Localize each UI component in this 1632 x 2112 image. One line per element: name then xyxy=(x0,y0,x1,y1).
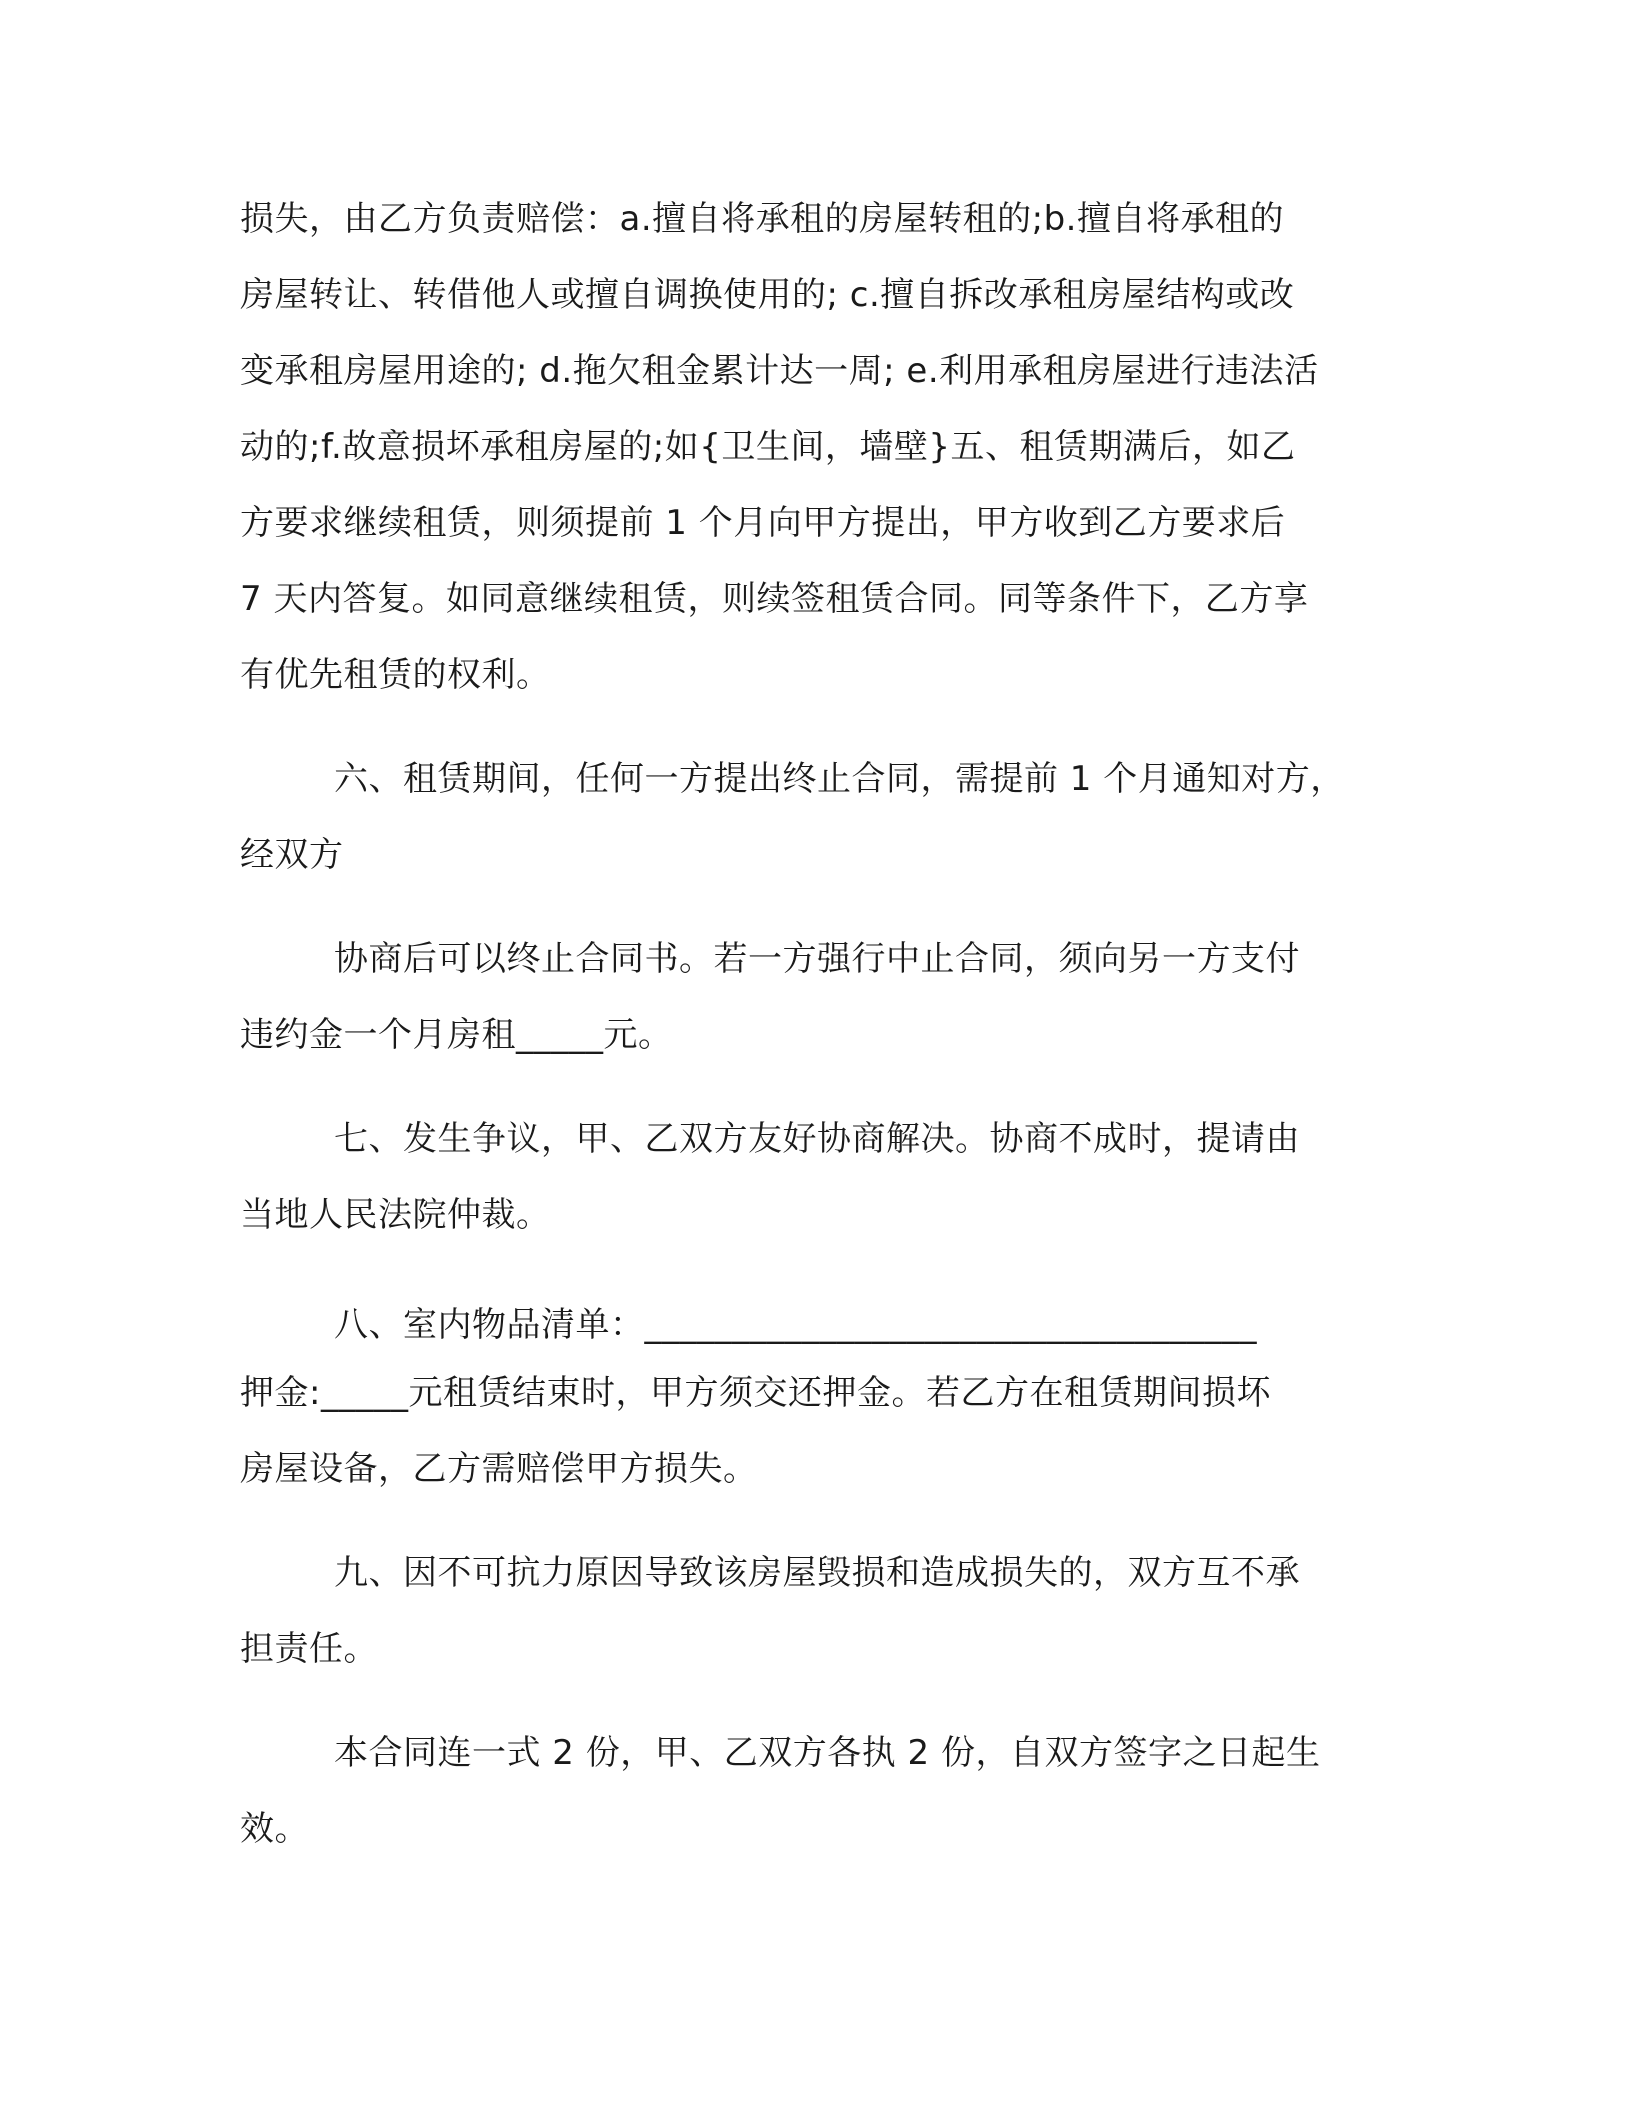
clause-eight-line: 八、室内物品清单：___________________________________ xyxy=(334,1305,1257,1345)
text-line: 有优先租赁的权利。 xyxy=(240,655,551,695)
text-line: 7 天内答复。如同意继续租赁，则续签租赁合同。同等条件下，乙方享 xyxy=(240,579,1309,619)
text-line: 当地人民法院仲裁。 xyxy=(240,1195,551,1235)
clause-six-line: 六、租赁期间，任何一方提出终止合同，需提前 1 个月通知对方， xyxy=(334,759,1345,799)
text-line: 损失，由乙方负责赔偿：a.擅自将承租的房屋转租的;b.擅自将承租的 xyxy=(240,199,1284,239)
clause-nine-line: 九、因不可抗力原因导致该房屋毁损和造成损失的，双方互不承 xyxy=(334,1553,1300,1593)
text-line: 动的;f.故意损坏承租房屋的;如{卫生间，墙壁}五、租赁期满后，如乙 xyxy=(240,427,1296,467)
text-line: 经双方 xyxy=(240,835,344,875)
text-line: 房屋设备，乙方需赔偿甲方损失。 xyxy=(240,1449,758,1489)
text-line: 担责任。 xyxy=(240,1629,378,1669)
text-line: 方要求继续租赁，则须提前 1 个月向甲方提出，甲方收到乙方要求后 xyxy=(240,503,1286,543)
text-line: 协商后可以终止合同书。若一方强行中止合同，须向另一方支付 xyxy=(334,939,1300,979)
text-line: 违约金一个月房租_____元。 xyxy=(240,1015,673,1055)
text-line: 变承租房屋用途的; d.拖欠租金累计达一周; e.利用承租房屋进行违法活 xyxy=(240,351,1319,391)
text-line: 效。 xyxy=(240,1809,309,1849)
closing-line: 本合同连一式 2 份，甲、乙双方各执 2 份，自双方签字之日起生 xyxy=(334,1733,1321,1773)
text-line: 押金:_____元租赁结束时，甲方须交还押金。若乙方在租赁期间损坏 xyxy=(240,1373,1271,1413)
text-line: 房屋转让、转借他人或擅自调换使用的; c.擅自拆改承租房屋结构或改 xyxy=(240,275,1295,315)
clause-seven-line: 七、发生争议，甲、乙双方友好协商解决。协商不成时，提请由 xyxy=(334,1119,1300,1159)
